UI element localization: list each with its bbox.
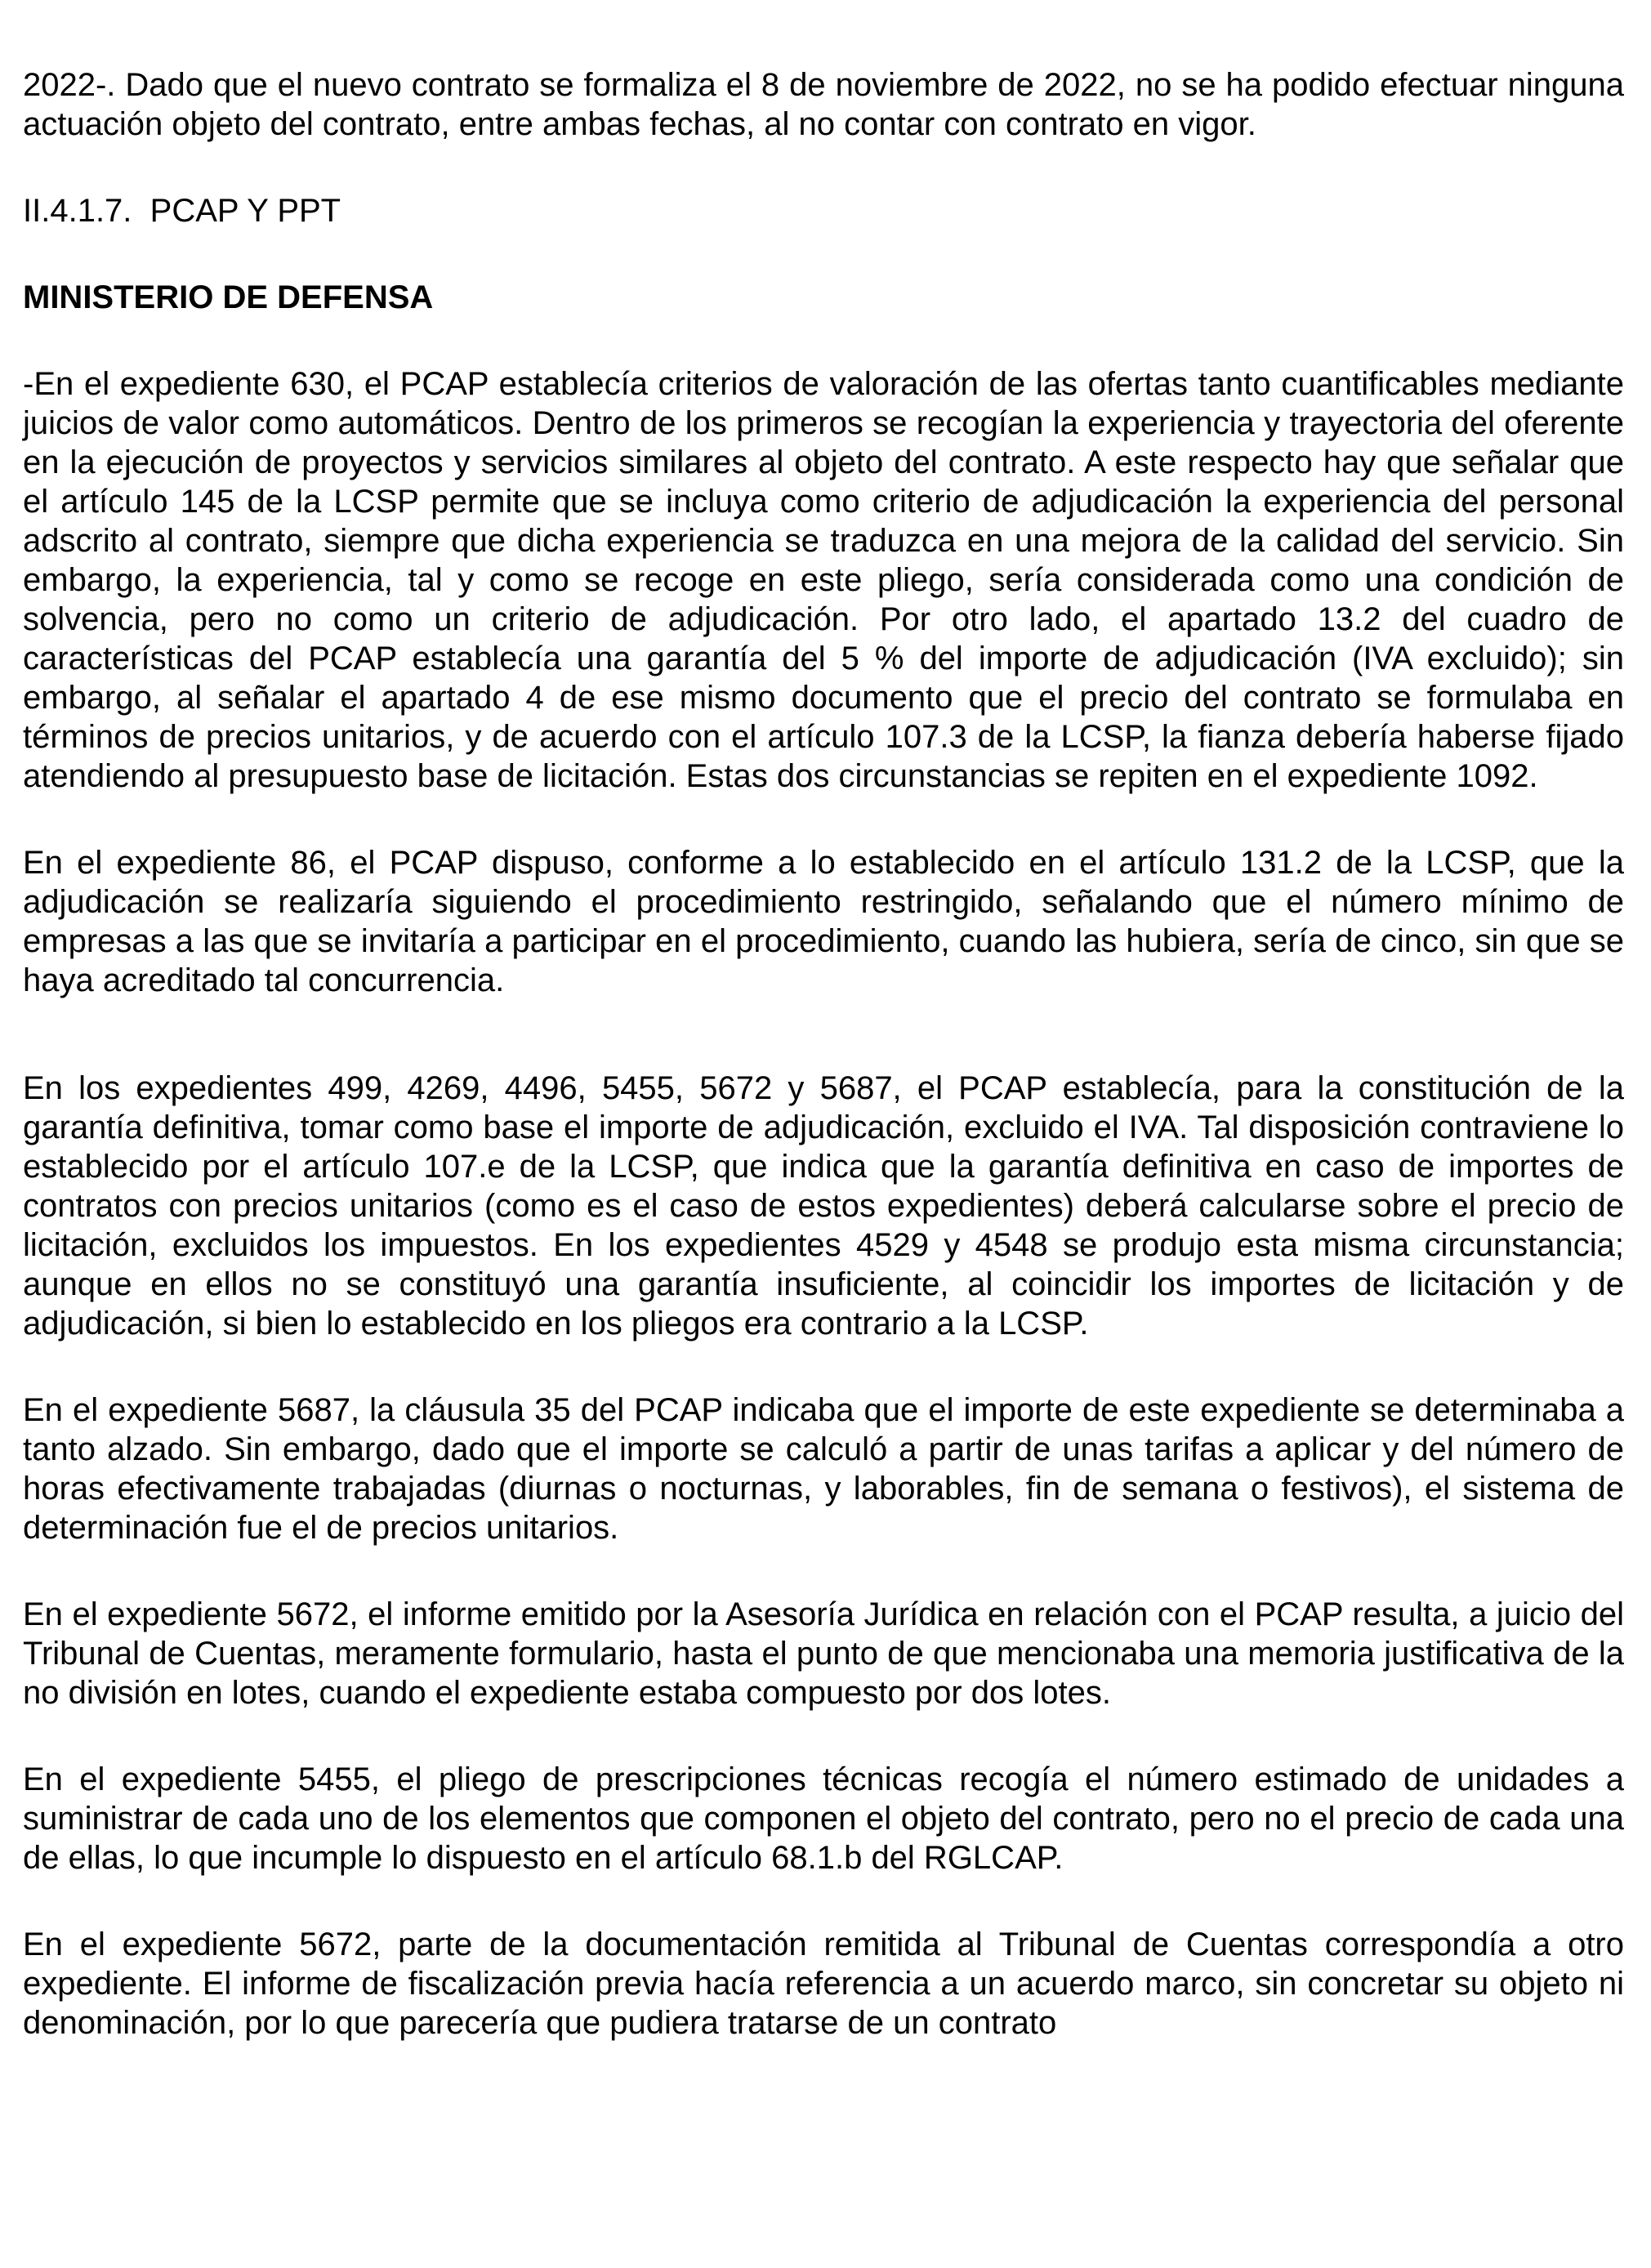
section-heading xyxy=(23,191,1624,230)
section-title: PCAP Y PPT xyxy=(149,193,341,229)
paragraph-expediente-5672-informe: En el expediente 5672, el informe emitido por la Asesoría Jurídica en relación con el PCAP resulta, a juicio del Tribunal de Cuentas, meramente formulario, hasta el punto de que mencionaba una memoria justificativa de la no división en lotes, cuando el expediente estaba compuesto por dos lotes. xyxy=(23,1596,1624,1711)
ministry-heading: MINISTERIO DE DEFENSA xyxy=(23,279,434,315)
document-page xyxy=(23,65,1624,2090)
paragraph-expediente-5687: En el expediente 5687, la cláusula 35 del PCAP indicaba que el importe de este expediente se determinaba a tanto alzado. Sin embargo, dado que el importe se calculó a partir de unas tarifas a aplicar y del número de horas efectivamente trabajadas (diurnas o nocturnas, y laborables, fin de semana o festivos), el sistema de determinación fue el de precios unitarios. xyxy=(23,1392,1624,1546)
paragraph-continuation: 2022-. Dado que el nuevo contrato se formaliza el 8 de noviembre de 2022, no se ha podido efectuar ninguna actuación objeto del contrato, entre ambas fechas, al no contar con contrato en vigor. xyxy=(23,67,1624,142)
paragraph-expediente-86: En el expediente 86, el PCAP dispuso, conforme a lo establecido en el artículo 131.2 de la LCSP, que la adjudicación se realizaría siguiendo el procedimiento restringido, señalando que el número mínimo de empresas a las que se invitaría a participar en el procedimiento, cuando las hubiera, sería de cinco, sin que se haya acreditado tal concurrencia. xyxy=(23,845,1624,998)
section-number: II.4.1.7. xyxy=(23,193,132,229)
paragraph-expediente-5455: En el expediente 5455, el pliego de prescripciones técnicas recogía el número estimado de unidades a suministrar de cada uno de los elementos que componen el objeto del contrato, pero no el precio de cada una de ellas, lo que incumple lo dispuesto en el artículo 68.1.b del RGLCAP. xyxy=(23,1761,1624,1876)
paragraph-garantia-definitiva: En los expedientes 499, 4269, 4496, 5455, 5672 y 5687, el PCAP establecía, para la constitución de la garantía definitiva, tomar como base el importe de adjudicación, excluido el IVA. Tal disposición contraviene lo establecido por el artículo 107.e de la LCSP, que indica que la garantía definitiva en caso de importes de contratos con precios unitarios (como es el caso de estos expedientes) deberá calcularse sobre el precio de licitación, excluidos los impuestos. En los expedientes 4529 y 4548 se produjo esta misma circunstancia; aunque en ellos no se constituyó una garantía insuficiente, al coincidir los importes de licitación y de adjudicación, si bien lo establecido en los pliegos era contrario a la LCSP. xyxy=(23,1070,1624,1342)
paragraph-expediente-5672-documentacion: En el expediente 5672, parte de la documentación remitida al Tribunal de Cuentas correspondía a otro expediente. El informe de fiscalización previa hacía referencia a un acuerdo marco, sin concretar su objeto ni denominación, por lo que parecería que pudiera tratarse de un contrato xyxy=(23,1926,1624,2041)
paragraph-expediente-630: -En el expediente 630, el PCAP establecía criterios de valoración de las ofertas tanto cuantificables mediante juicios de valor como automáticos. Dentro de los primeros se recogían la experiencia y trayectoria del oferente en la ejecución de proyectos y servicios similares al objeto del contrato. A este respecto hay que señalar que el artículo 145 de la LCSP permite que se incluya como criterio de adjudicación la experiencia del personal adscrito al contrato, siempre que dicha experiencia se traduzca en una mejora de la calidad del servicio. Sin embargo, la experiencia, tal y como se recoge en este pliego, sería considerada como una condición de solvencia, pero no como un criterio de adjudicación. Por otro lado, el apartado 13.2 del cuadro de características del PCAP establecía una garantía del 5 % del importe de adjudicación (IVA excluido); sin embargo, al señalar el apartado 4 de ese mismo documento que el precio del contrato se formulaba en términos de precios unitarios, y de acuerdo con el artículo 107.3 de la LCSP, la fianza debería haberse fijado atendiendo al presupuesto base de licitación. Estas dos circunstancias se repiten en el expediente 1092. xyxy=(23,366,1624,794)
